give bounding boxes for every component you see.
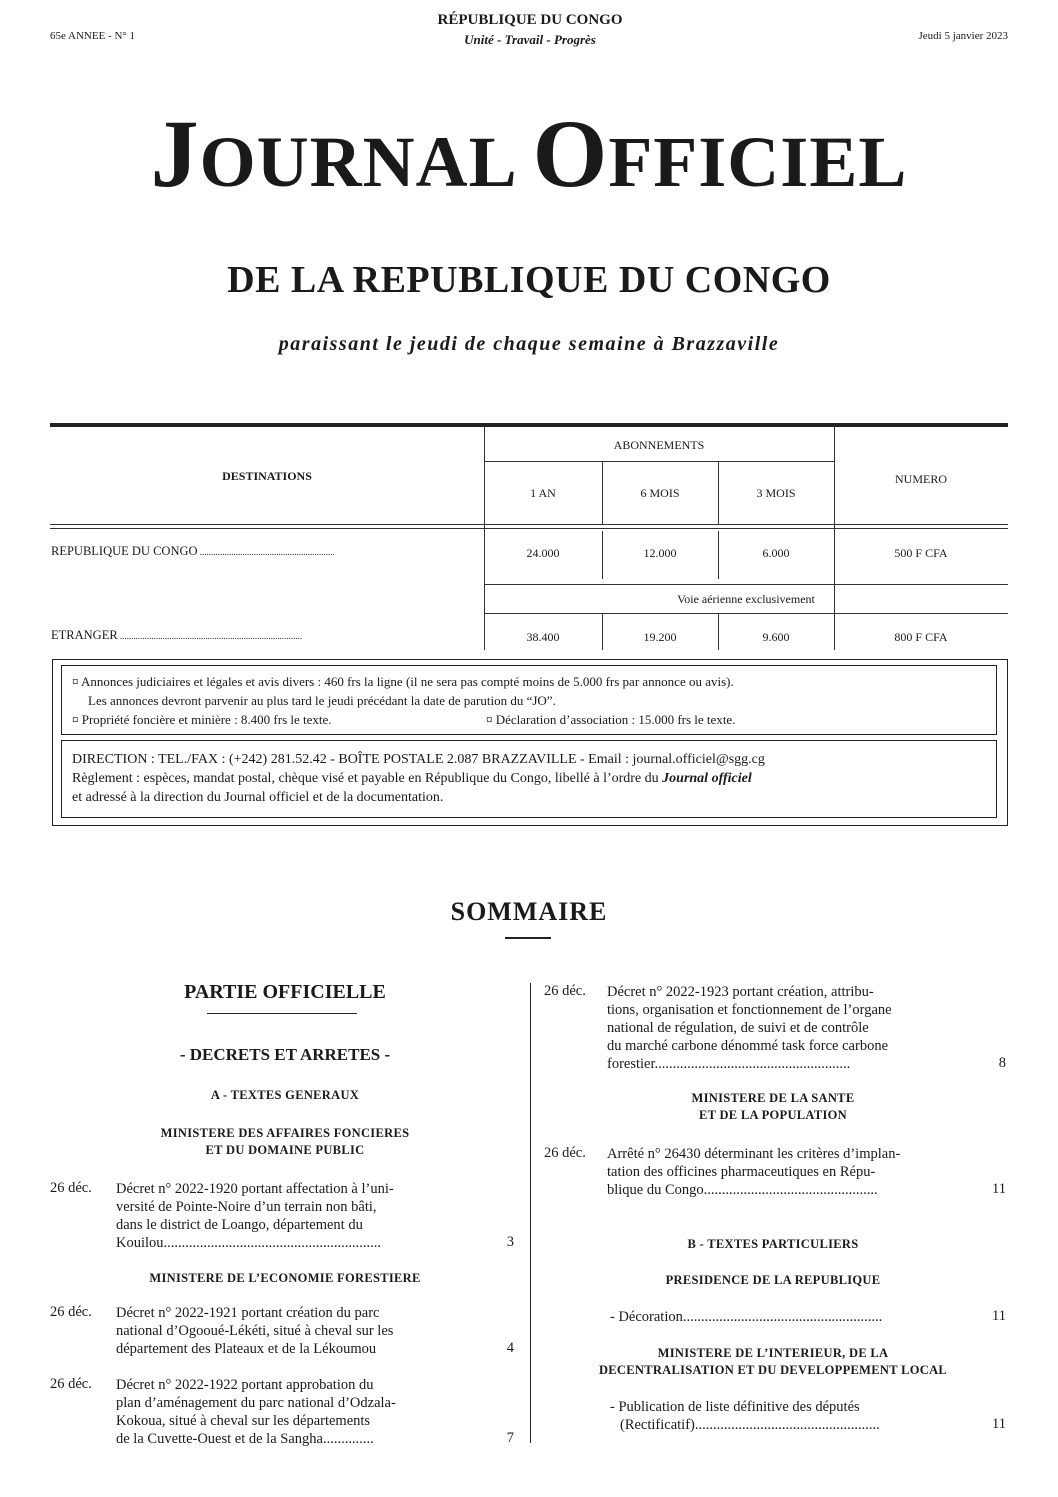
row-label: ETRANGER ................................................................................. [51,628,303,642]
ministry-heading: MINISTERE DE L’ECONOMIE FORESTIERE [149,1271,421,1285]
entry-page: 11 [992,1416,1006,1432]
entry-text: Décret n° 2022-1920 portant affectation à l’uni- versité de Pointe-Noire d’un terrain non bâti, dans le district de Loango, département du Kouilou............................................................ [116,1181,394,1251]
entry-text: Décret n° 2022-1921 portant création du parc national d’Ogooué-Lékéti, situé à cheval sur les département des Plateaux et de la Lékoumou [116,1305,394,1357]
entry-date: 26 déc. [50,1376,92,1392]
sommaire-title: SOMMAIRE [450,897,608,926]
column-separator [530,983,531,1443]
notice-line: Les annonces devront parvenir au plus tard le jeudi précédant la date de parution du “JO”. [88,693,556,708]
entry-date: 26 déc. [50,1304,92,1320]
entry-date: 26 déc. [544,983,586,999]
notice-line: ¤ Propriété foncière et minière : 8.400 frs le texte. [72,712,332,727]
entry-text: Décret n° 2022-1922 portant approbation du plan d’aménagement du parc national d’Odzala- Kokoua, situé à cheval sur les départements de la Cuvette-Ouest et de la Sangha.............. [116,1377,396,1447]
entry-text: Arrêté n° 26430 déterminant les critères d’implan- tation des officines pharmaceutiques en Répu- blique du Congo................................................ [607,1146,901,1198]
air-mail-note: Voie aérienne exclusivement [677,592,815,606]
price-cell: 24.000 [526,546,560,560]
price-cell: 9.600 [762,630,790,644]
period-header: 6 MOIS [640,486,680,500]
heading-rule [207,1013,357,1014]
price-cell: 12.000 [643,546,677,560]
period-header: 3 MOIS [756,486,796,500]
table-rule [50,524,1008,525]
entry-page: 8 [998,1055,1006,1071]
numero-cell: 500 F CFA [894,546,948,560]
price-cell: 19.200 [643,630,677,644]
entry-page: 3 [506,1234,514,1250]
price-cell: 38.400 [526,630,560,644]
table-divider [834,427,835,650]
section-b-heading: B - TEXTES PARTICULIERS [687,1237,859,1251]
journal-tagline: paraissant le jeudi de chaque semaine à Brazzaville [278,333,780,355]
table-rule [484,613,1008,614]
journal-title: JOURNAL OFFICIEL [150,100,908,207]
ministry-heading: MINISTERE DE L’INTERIEUR, DE LA DECENTRALISATION ET DU DEVELOPPEMENT LOCAL [598,1346,948,1377]
ministry-heading: MINISTERE DES AFFAIRES FONCIERES ET DU DOMAINE PUBLIC [160,1126,410,1157]
issue-number: 65e ANNEE - N° 1 [50,30,136,42]
notice-line: ¤ Annonces judiciaires et légales et avis divers : 460 frs la ligne (il ne sera pas compté moins de 5.000 frs par annonce ou avis). [72,674,734,689]
issue-date: Jeudi 5 janvier 2023 [918,30,1008,42]
decrets-heading: - DECRETS ET ARRETES - [179,1045,391,1064]
table-top-rule [50,423,1008,427]
national-motto: Unité - Travail - Progrès [464,32,596,47]
entry-date: 26 déc. [50,1180,92,1196]
entry-page: 7 [506,1430,514,1446]
table-rule [50,528,1008,529]
table-rule [484,461,834,462]
notice-line: ¤ Déclaration d’association : 15.000 frs le texte. [486,712,736,727]
entry-page: 4 [506,1340,514,1356]
entry-text: - Publication de liste définitive des députés (Rectificatif)................................................... [610,1399,880,1433]
entry-text: - Décoration....................................................... [610,1309,883,1325]
payment-terms-cont: et adressé à la direction du Journal officiel et de la documentation. [72,790,444,805]
period-header: 1 AN [530,486,556,500]
abonnements-header: ABONNEMENTS [613,438,705,452]
journal-subtitle: DE LA REPUBLIQUE DU CONGO [227,259,831,301]
sommaire-rule [505,937,551,939]
ministry-heading: PRESIDENCE DE LA REPUBLIQUE [665,1273,881,1287]
republic-header: RÉPUBLIQUE DU CONGO [437,12,623,28]
direction-contact: DIRECTION : TEL./FAX : (+242) 281.52.42 - BOÎTE POSTALE 2.087 BRAZZAVILLE - Email : journal.officiel@sgg.cg [72,752,765,767]
destinations-header: DESTINATIONS [222,469,312,483]
payment-terms: Règlement : espèces, mandat postal, chèque visé et payable en République du Congo, libellé à l’ordre du Journal officiel [72,771,752,786]
section-a-heading: A - TEXTES GENERAUX [210,1088,360,1102]
ministry-heading: MINISTERE DE LA SANTE ET DE LA POPULATION [691,1091,855,1122]
numero-header: NUMERO [894,472,947,486]
price-cell: 6.000 [762,546,790,560]
table-rule [484,584,1008,585]
partie-officielle-heading: PARTIE OFFICIELLE [184,981,386,1003]
entry-page: 11 [992,1181,1006,1197]
entry-page: 11 [992,1308,1006,1324]
numero-cell: 800 F CFA [894,630,948,644]
entry-date: 26 déc. [544,1145,586,1161]
row-label: REPUBLIQUE DU CONGO ............................................................ [51,544,335,558]
entry-text: Décret n° 2022-1923 portant création, attribu- tions, organisation et fonctionnement de l’organe national de régulation, de suivi et de contrôle du marché carbone dénommé task force carbone forestier...................................................... [607,984,892,1072]
